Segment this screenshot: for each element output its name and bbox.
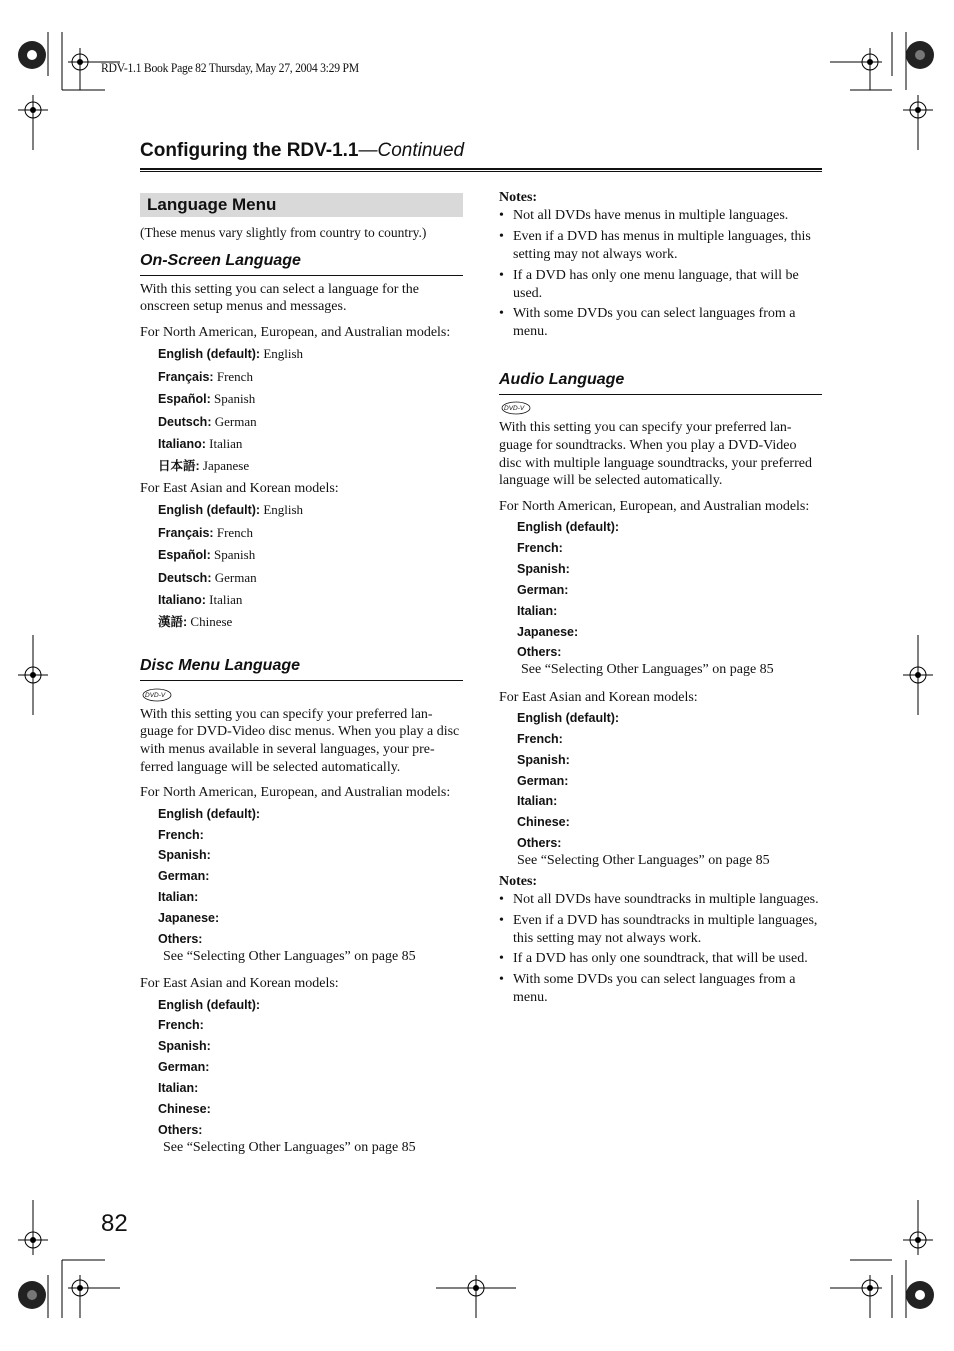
audio-ea-option: Italian: (517, 794, 558, 808)
disc-desc-1: With this setting you can specify your preferred lan- (140, 707, 433, 722)
notes1-item: • With some DVDs you can select languages from a menu. (499, 306, 796, 339)
notes1-item: • Not all DVDs have menus in multiple languages. (499, 208, 789, 223)
audio-desc-2: guage for soundtracks. When you play a DVD-Video (499, 438, 797, 453)
disc-na-option: German: (158, 869, 210, 883)
disc-na-option: Italian: (158, 890, 199, 904)
audio-ea-option: Spanish: (517, 753, 570, 767)
audio-na-option: German: (517, 583, 569, 597)
disc-rule (140, 680, 463, 681)
disc-desc-3: with menus available in several languages, your pre- (140, 742, 435, 757)
disc-ea-option: English (default): (158, 998, 261, 1012)
notes1-title: Notes: (499, 190, 538, 205)
onscreen-heading: On-Screen Language (140, 252, 301, 269)
disc-na-option: Others: (158, 932, 203, 946)
onscreen-desc-2: onscreen setup menus and messages. (140, 299, 347, 314)
disc-na-option: French: (158, 828, 204, 842)
audio-desc-4: language will be selected automatically. (499, 473, 723, 488)
audio-ea-option: French: (517, 732, 563, 746)
onscreen-rule (140, 275, 463, 276)
disc-na-others: See “Selecting Other Languages” on page 85 (163, 949, 416, 964)
onscreen-na-option: Italiano: Italian (158, 436, 243, 451)
section-title: Language Menu (147, 195, 277, 214)
section-title-band (140, 193, 463, 217)
onscreen-ea-intro: For East Asian and Korean models: (140, 481, 339, 496)
disc-na-intro: For North American, European, and Australian models: (140, 785, 451, 800)
disc-ea-option: Others: (158, 1123, 203, 1137)
audio-rule (499, 394, 822, 395)
notes2-item: • If a DVD has only one soundtrack, that will be used. (499, 951, 808, 966)
dvd-logo-text: DVD-V (145, 692, 166, 699)
audio-ea-option: Chinese: (517, 815, 570, 829)
audio-na-others: See “Selecting Other Languages” on page 85 (521, 662, 774, 677)
notes2-title: Notes: (499, 874, 538, 889)
onscreen-ea-option: Español: Spanish (158, 547, 256, 562)
audio-desc-1: With this setting you can specify your preferred lan- (499, 420, 792, 435)
disc-ea-option: Italian: (158, 1081, 199, 1095)
onscreen-na-option: Français: French (158, 369, 253, 384)
header-title: Configuring the RDV-1.1 (140, 140, 359, 161)
notes2-item: • Not all DVDs have soundtracks in multiple languages. (499, 892, 819, 907)
audio-desc-3: disc with multiple language soundtracks, your preferred (499, 456, 812, 471)
onscreen-na-option: Español: Spanish (158, 391, 256, 406)
disc-ea-option: Spanish: (158, 1039, 211, 1053)
onscreen-ea-option: Italiano: Italian (158, 592, 243, 607)
audio-na-intro: For North American, European, and Australian models: (499, 499, 810, 514)
audio-ea-option: German: (517, 774, 569, 788)
audio-heading: Audio Language (499, 371, 625, 388)
audio-na-option: French: (517, 541, 563, 555)
header-suffix: —Continued (358, 140, 465, 161)
disc-ea-option: German: (158, 1060, 210, 1074)
onscreen-na-option: 日本語: Japanese (158, 458, 250, 473)
audio-ea-others: See “Selecting Other Languages” on page 85 (517, 853, 770, 868)
onscreen-desc-1: With this setting you can select a language for the (140, 282, 419, 297)
onscreen-ea-option: Deutsch: German (158, 570, 257, 585)
onscreen-na-intro: For North American, European, and Australian models: (140, 325, 451, 340)
audio-na-option: English (default): (517, 520, 620, 534)
audio-na-option: Spanish: (517, 562, 570, 576)
disc-ea-intro: For East Asian and Korean models: (140, 976, 339, 991)
onscreen-ea-option: English (default): English (158, 502, 304, 517)
disc-ea-others: See “Selecting Other Languages” on page 85 (163, 1140, 416, 1155)
notes2-item: • Even if a DVD has soundtracks in multiple languages, this setting may not always work. (499, 913, 818, 946)
section-note: (These menus vary slightly from country to country.) (140, 225, 427, 240)
disc-ea-option: French: (158, 1018, 204, 1032)
page-header (140, 140, 464, 162)
audio-ea-option: English (default): (517, 711, 620, 725)
dvd-logo-text: DVD-V (504, 405, 525, 412)
disc-heading: Disc Menu Language (140, 657, 301, 674)
onscreen-na-option: English (default): English (158, 346, 304, 361)
header-rule (140, 168, 822, 172)
dvd-video-icon (142, 688, 172, 702)
onscreen-ea-option: 漢語: Chinese (158, 614, 233, 629)
notes2-item: • With some DVDs you can select languages from a menu. (499, 972, 796, 1005)
page-number: 82 (101, 1210, 128, 1237)
notes1-item: • If a DVD has only one menu language, that will be used. (499, 268, 799, 301)
disc-ea-option: Chinese: (158, 1102, 211, 1116)
audio-ea-option: Others: (517, 836, 562, 850)
dvd-video-icon (501, 401, 531, 415)
disc-na-option: Spanish: (158, 848, 211, 862)
print-info: RDV-1.1 Book Page 82 Thursday, May 27, 2004 3:29 PM (101, 60, 359, 75)
audio-na-option: Japanese: (517, 625, 579, 639)
onscreen-na-option: Deutsch: German (158, 414, 257, 429)
audio-na-option: Others: (517, 645, 562, 659)
disc-desc-4: ferred language will be selected automatically. (140, 760, 401, 775)
notes1-item: • Even if a DVD has menus in multiple languages, this setting may not always work. (499, 229, 811, 262)
audio-na-option: Italian: (517, 604, 558, 618)
onscreen-ea-option: Français: French (158, 525, 253, 540)
disc-na-option: English (default): (158, 807, 261, 821)
disc-desc-2: guage for DVD-Video disc menus. When you play a disc (140, 724, 460, 739)
audio-ea-intro: For East Asian and Korean models: (499, 690, 698, 705)
disc-na-option: Japanese: (158, 911, 220, 925)
